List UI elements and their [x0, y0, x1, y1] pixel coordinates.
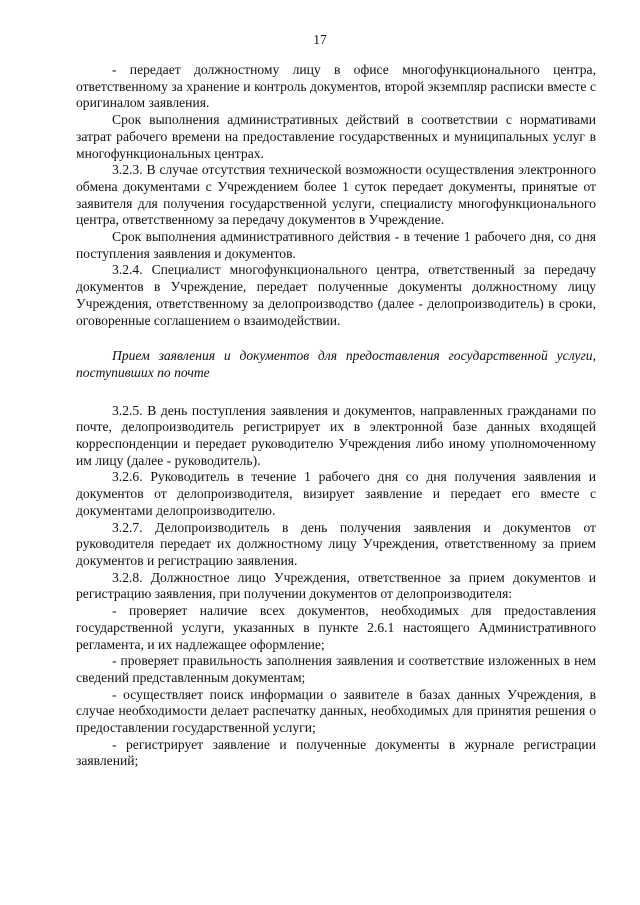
- paragraph: 3.2.8. Должностное лицо Учреждения, ответственное за прием документов и регистрацию заявления, при получении документов от делопроизводителя:: [76, 569, 596, 602]
- list-item: - проверяет наличие всех документов, необходимых для предоставления государственной услуги, указанных в пункте 2.6.1 настоящего Административного регламента, и их надлежащее оформление;: [76, 603, 596, 652]
- section-heading: Прием заявления и документов для предоставления государственной услуги, поступивших по почте: [76, 348, 596, 380]
- list-item: - осуществляет поиск информации о заявителе в базах данных Учреждения, в случае необходимости делает распечатку данных, необходимых для принятия решения о предоставлении государственной услуги;: [76, 686, 596, 736]
- paragraph: 3.2.7. Делопроизводитель в день получения заявления и документов от руководителя передает их должностному лицу Учреждения, ответственному за прием документов и регистрацию заявления.: [76, 519, 596, 568]
- spacer: [76, 382, 596, 403]
- paragraph: - передает должностному лицу в офисе многофункционального центра, ответственному за хранение и контроль документов, второй экземпляр расписки вместе с оригиналом заявления.: [76, 62, 596, 111]
- document-body: [76, 62, 596, 770]
- paragraph: 3.2.3. В случае отсутствия технической возможности осуществления электронного обмена документами с Учреждением более 1 суток передает документы, принятые от заявителя для получения государственной услуги, специалисту многофункционального центра, ответственному за передачу документов в Учреждение.: [76, 162, 596, 228]
- paragraph: 3.2.4. Специалист многофункционального центра, ответственный за передачу документов в Учреждение, передает полученные документы должностному лицу Учреждения, ответственному за делопроизводство (далее - делопроизводитель) в сроки, оговоренные соглашением о взаимодействии.: [76, 262, 596, 328]
- list-item: - регистрирует заявление и полученные документы в журнале регистрации заявлений;: [76, 736, 596, 769]
- list-item: - проверяет правильность заполнения заявления и соответствие изложенных в нем сведений представленным документам;: [76, 653, 596, 685]
- paragraph: Срок выполнения административного действия - в течение 1 рабочего дня, со дня поступления заявления и документов.: [76, 229, 596, 261]
- paragraph: Срок выполнения административных действий в соответствии с нормативами затрат рабочего времени на предоставление государственных и муниципальных услуг в многофункциональных центрах.: [76, 112, 596, 161]
- spacer: [76, 329, 596, 348]
- paragraph: 3.2.5. В день поступления заявления и документов, направленных гражданами по почте, делопроизводитель регистрирует их в электронной базе данных входящей корреспонденции и передает руководителю Учреждения либо иному уполномоченному им лицу (далее - руководитель).: [76, 402, 596, 468]
- paragraph: 3.2.6. Руководитель в течение 1 рабочего дня со дня получения заявления и документов от делопроизводителя, визирует заявление и передает его вместе с документами делопроизводителю.: [76, 469, 596, 518]
- page-number: 17: [313, 32, 327, 47]
